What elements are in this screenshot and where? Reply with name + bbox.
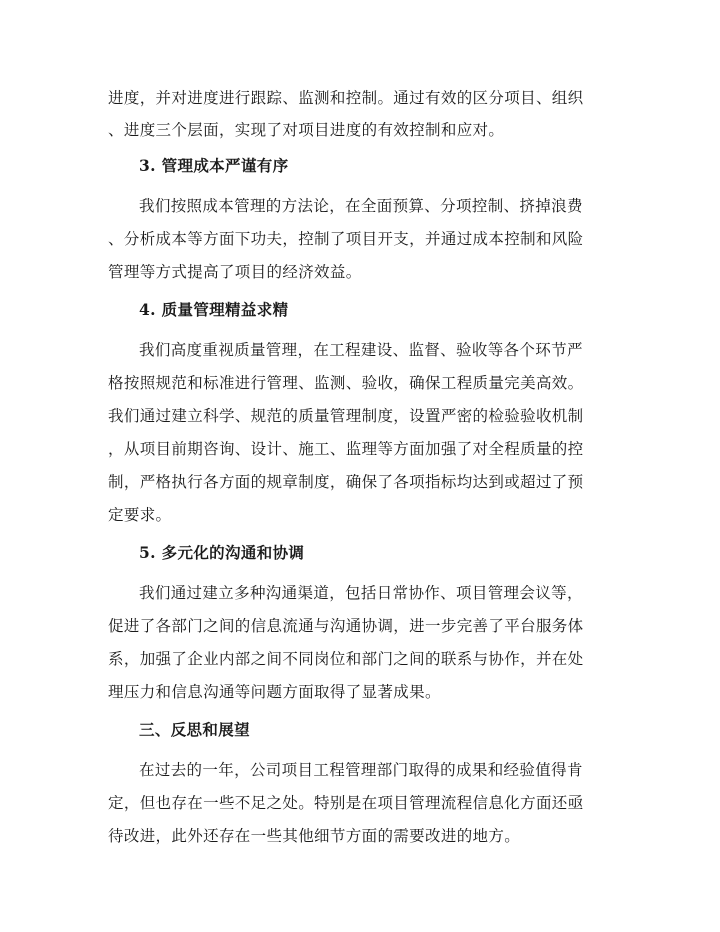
paragraph-line: 定要求。: [108, 506, 172, 524]
paragraph-line: 我们按照成本管理的方法论，在全面预算、分项控制、挤掉浪费: [139, 197, 583, 215]
paragraph-line: 待改进，此外还存在一些其他细节方面的需要改进的地方。: [108, 827, 521, 845]
paragraph-line: 定，但也存在一些不足之处。特别是在项目管理流程信息化方面还亟: [108, 794, 584, 812]
paragraph-line: 管理等方式提高了项目的经济效益。: [108, 263, 362, 281]
paragraph-line: 我们通过建立科学、规范的质量管理制度，设置严密的检验验收机制: [108, 407, 584, 425]
paragraph-line: 、进度三个层面，实现了对项目进度的有效控制和应对。: [108, 121, 505, 139]
paragraph-line: 我们高度重视质量管理，在工程建设、监督、验收等各个环节严: [139, 341, 583, 359]
paragraph-line: 促进了各部门之间的信息流通与沟通协调，进一步完善了平台服务体: [108, 617, 584, 635]
paragraph-line: ，从项目前期咨询、设计、施工、监理等方面加强了对全程质量的控: [108, 440, 584, 458]
paragraph-line: 格按照规范和标准进行管理、监测、验收，确保工程质量完美高效。: [108, 374, 584, 392]
paragraph-line: 、分析成本等方面下功夫，控制了项目开支，并通过成本控制和风险: [108, 230, 584, 248]
paragraph-line: 进度，并对进度进行跟踪、监测和控制。通过有效的区分项目、组织: [108, 89, 584, 107]
paragraph-line: 理压力和信息沟通等问题方面取得了显著成果。: [108, 683, 441, 701]
part-heading: 三、反思和展望: [139, 720, 250, 739]
paragraph-line: 在过去的一年，公司项目工程管理部门取得的成果和经验值得肯: [139, 761, 583, 779]
section-heading: 5. 多元化的沟通和协调: [139, 543, 305, 562]
paragraph-line: 我们通过建立多种沟通渠道，包括日常协作、项目管理会议等，: [139, 584, 583, 602]
section-heading: 3. 管理成本严谨有序: [139, 156, 289, 175]
paragraph-line: 系，加强了企业内部之间不同岗位和部门之间的联系与协作，并在处: [108, 650, 584, 668]
paragraph-line: 制，严格执行各方面的规章制度，确保了各项指标均达到或超过了预: [108, 473, 584, 491]
section-heading: 4. 质量管理精益求精: [139, 300, 289, 319]
